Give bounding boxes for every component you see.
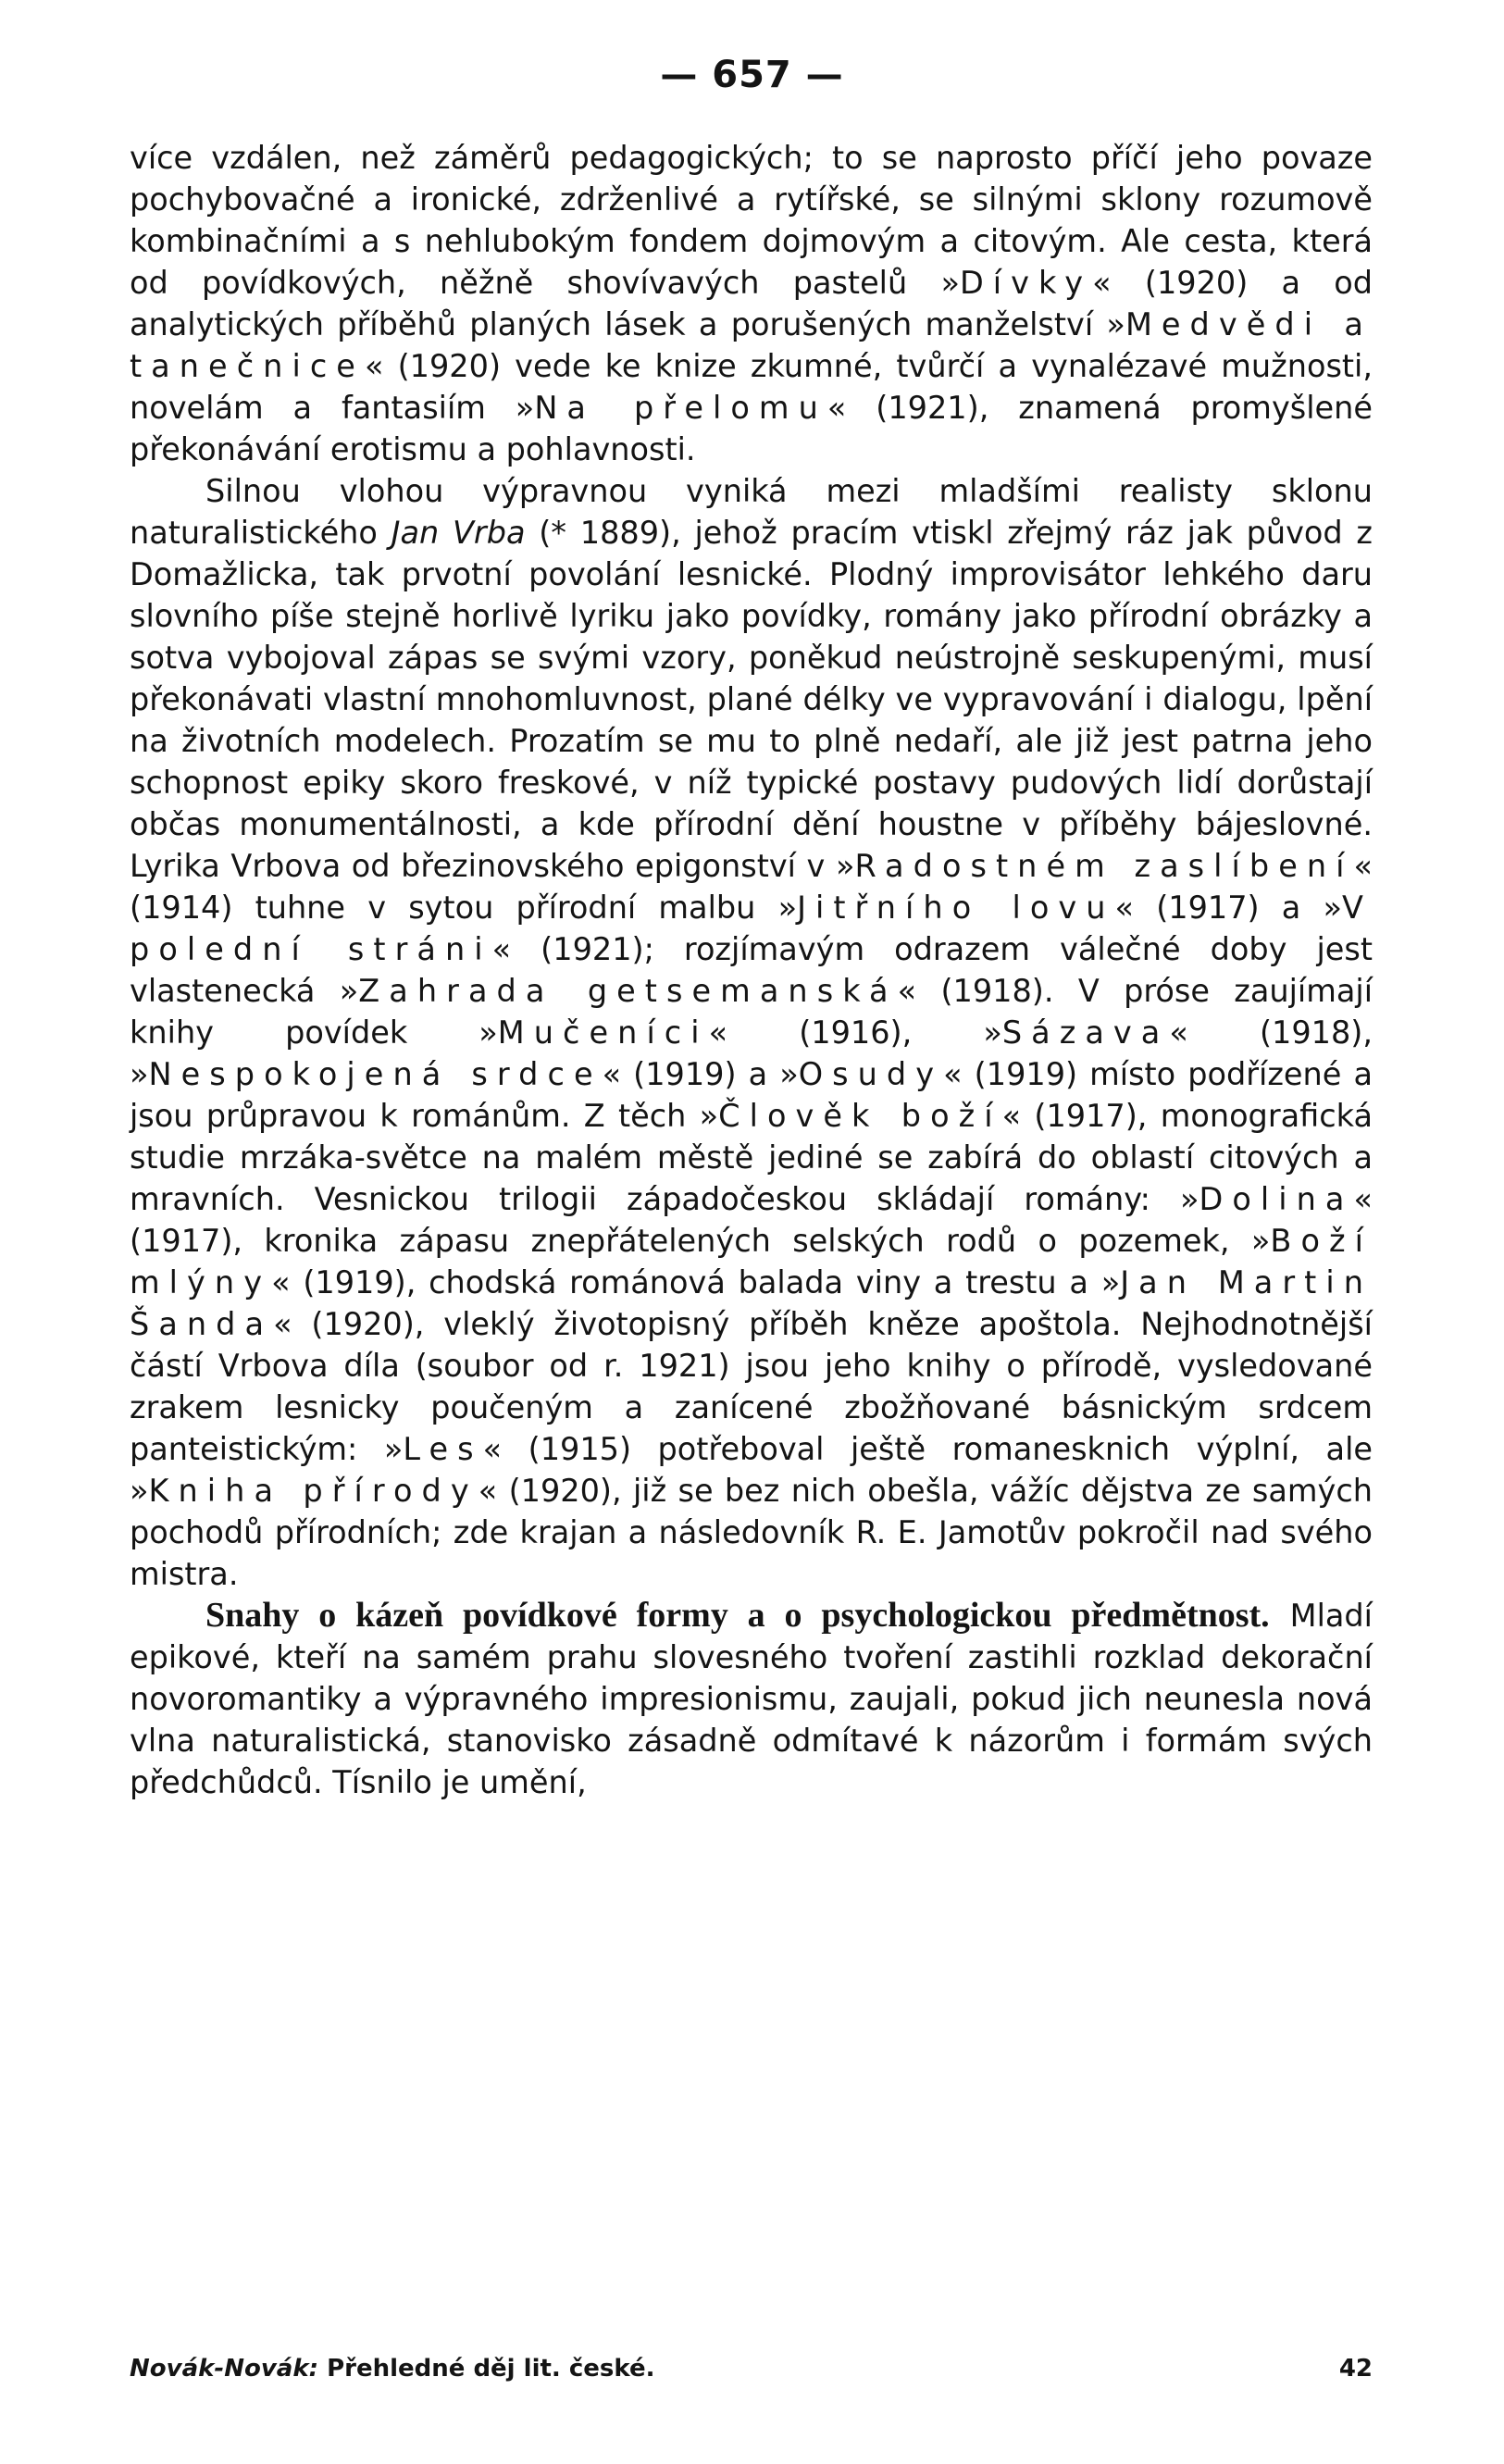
text-run: « (1919) a »	[602, 1056, 799, 1092]
text-run: « (1920) vede ke knize zkumné, tvůrčí a vynalézavé mužnosti, novelám a fantasiím »	[130, 348, 1373, 426]
author-name: Jan Vrba	[391, 515, 526, 551]
text-run: Mladí epikové, kteří na samém prahu slovesného tvoření zastihli rozklad dekorační novoromantiky a výpravného impresionismu, zaujali, pokud jich neunesla nová vlna naturalistická, stanovisko zásadně odmítavé k názorům i formám svých předchůdců. Tísnilo je umění,	[130, 1598, 1373, 1800]
text-run: « (1917) a »	[1114, 890, 1343, 926]
work-title: Osudy	[798, 1056, 944, 1092]
text-run: « (1921), znamená promyšlené překonávání erotismu a pohlavnosti.	[130, 390, 1373, 467]
work-title: Boží mlýny	[130, 1223, 1373, 1300]
work-title: Jitřního lovu	[797, 890, 1115, 926]
paragraph	[130, 137, 1373, 470]
work-title: Kniha přírody	[148, 1473, 479, 1509]
page-footer	[130, 2355, 1373, 2392]
text-run: « (1918), »	[130, 1014, 1373, 1092]
text-run: « (1919), chodská románová balada viny a trestu a »	[271, 1264, 1121, 1300]
text-run: « (1920), již se bez nich obešla, vážíc dějstva ze samých pochodů přírodních; zde krajan a následovník R. E. Jamotův pokročil nad svého mistra.	[130, 1473, 1373, 1592]
work-title: V polední stráni	[130, 890, 1373, 967]
paragraph	[130, 1595, 1373, 1803]
footer-author: Novák-Novák:	[130, 2355, 319, 2383]
work-title: Radostném zaslíbení	[854, 848, 1354, 884]
text-run: « (1920) a od analytických příběhů planých lásek a porušených manželství »	[130, 265, 1373, 342]
footer-book-title: Přehledné děj lit. české.	[318, 2355, 655, 2383]
sheet-number: 42	[1338, 2355, 1373, 2383]
text-run: « (1915) potřeboval ještě romanesknich výplní, ale »	[130, 1431, 1373, 1509]
work-title: Mučeníci	[497, 1014, 709, 1051]
text-run: « (1919) místo podřízené a jsou průpravou k románům. Z těch »	[130, 1056, 1373, 1134]
paragraph	[130, 470, 1373, 1595]
text-run: « (1920), vleklý životopisný příběh kněze apoštola. Nejhodnotnější částí Vrbova díla (soubor od r. 1921) jsou jeho knihy o přírodě, vysledované zrakem lesnicky poučeným a zanícené zbožňované básnickým srdcem panteistickým: »	[130, 1306, 1373, 1467]
text-run: « (1917), kronika zápasu znepřátelených selských rodů o pozemek, »	[130, 1181, 1373, 1259]
work-title: Medvědi a tanečnice	[130, 306, 1373, 384]
text-run: « (1921); rozjímavým odrazem válečné doby jest vlastenecká »	[130, 931, 1373, 1009]
work-title: Dívky	[959, 265, 1093, 301]
body-text	[130, 137, 1373, 1803]
work-title: Na přelomu	[534, 390, 827, 426]
work-title: Jan Martin Šanda	[130, 1264, 1373, 1342]
text-run: Silnou vlohou výpravnou vyniká mezi mladšími realisty sklonu naturalistického	[130, 473, 1373, 551]
text-run: « (1916), »	[708, 1014, 1002, 1051]
text-run: (* 1889), jehož pracím vtiskl zřejmý ráz jak původ z Domažlicka, tak prvotní povolání lesnické. Plodný improvisátor lehkého daru slovního píše stejně horlivě lyriku jako povídky, romány jako přírodní obrázky a sotva vybojoval zápas se svými vzory, poněkud neústrojně seskupenými, musí překonávati vlastní mnohomluvnost, plané délky ve vypravování i dialogu, lpění na životních modelech. Prozatím se mu to plně nedaří, ale již jest patrna jeho schopnost epiky skoro freskové, v níž typické postavy pudových lidí dorůstají občas monumentálnosti, a kde přírodní dění houstne v příběhy bájeslovné. Lyrika Vrbova od březinovského epigonství v »	[130, 515, 1373, 884]
text-run: více vzdálen, než záměrů pedagogických; to se naprosto příčí jeho povaze pochybovačné a ironické, zdrženlivé a rytířské, se silnými sklony rozumově kombinačními a s nehlubokým fondem dojmovým a citovým. Ale cesta, která od povídkových, něžně shovívavých pastelů »	[130, 140, 1373, 301]
work-title: Sázava	[1001, 1014, 1170, 1051]
text-run: « (1914) tuhne v sytou přírodní malbu »	[130, 848, 1373, 926]
text-run: « (1918). V próse zaujímají knihy povídek »	[130, 973, 1373, 1051]
section-heading: Snahy o kázeň povídkové formy a o psychologickou předmětnost.	[205, 1596, 1270, 1635]
work-title: Les	[403, 1431, 483, 1467]
work-title: Dolina	[1199, 1181, 1354, 1217]
work-title: Člověk boží	[718, 1098, 1002, 1134]
text-run: « (1917), monografická studie mrzáka-světce na malém městě jediné se zabírá do oblastí citových a mravních. Vesnickou trilogii západočeskou skládají romány: »	[130, 1098, 1373, 1217]
work-title: Zahrada getsemanská	[358, 973, 898, 1009]
work-title: Nespokojená srdce	[148, 1056, 603, 1092]
page-number: — 657 —	[660, 54, 844, 96]
book-reference	[130, 2355, 654, 2383]
